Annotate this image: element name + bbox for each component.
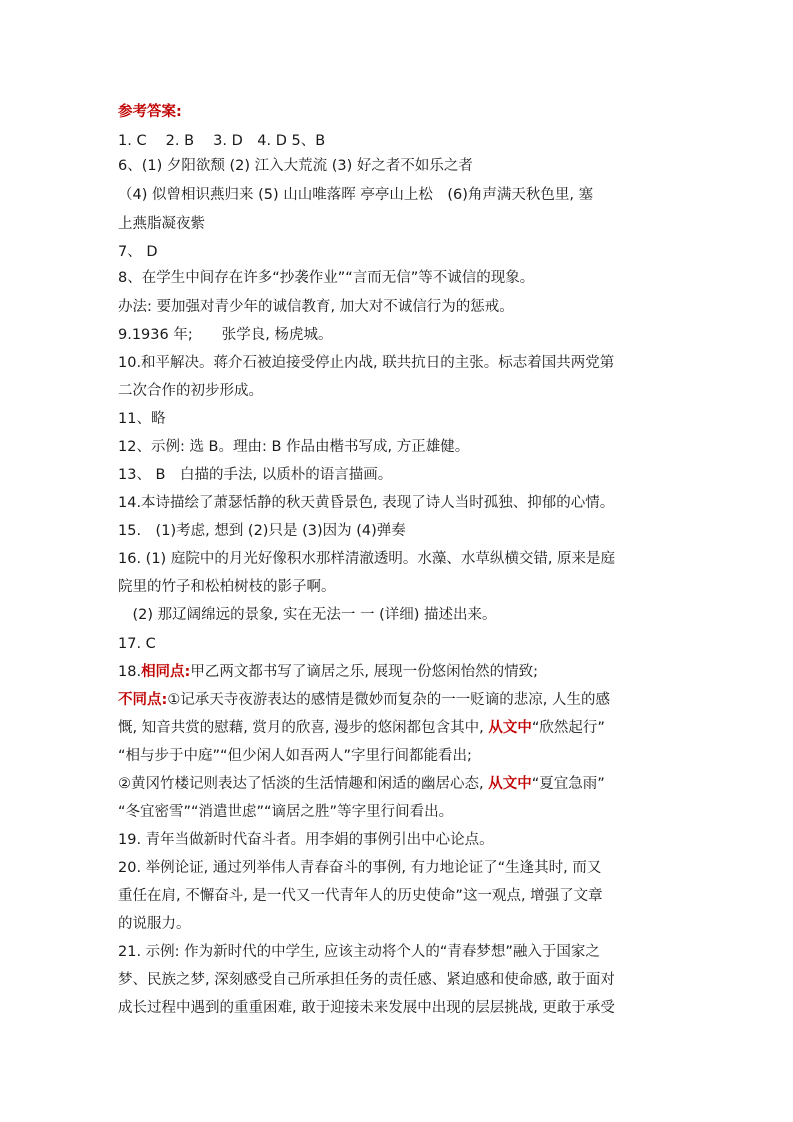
answer-line: 成长过程中遇到的重重困难, 敢于迎接未来发展中出现的层层挑战, 更敢于承受 — [118, 1000, 615, 1016]
same-point-label: 相同点: — [141, 664, 191, 680]
q18-line-6: “冬宜密雪”“消遣世虑”“谪居之胜”等字里行间看出。 — [118, 804, 454, 820]
answer-line: 9.1936 年; 张学良, 杨虎城。 — [118, 327, 333, 343]
q18-line-1 — [118, 661, 538, 683]
answer-line: 20. 举例论证, 通过列举伟人青春奋斗的事例, 有力地论证了“生逢其时, 而又 — [118, 860, 602, 876]
answer-line: (2) 那辽阔绵远的景象, 实在无法一 一 (详细) 描述出来。 — [118, 607, 497, 623]
answer-line: 12、示例: 选 B。理由: B 作品由楷书写成, 方正雄健。 — [118, 439, 470, 455]
answer-line: 21. 示例: 作为新时代的中学生, 应该主动将个人的“青春梦想”融入于国家之 — [118, 944, 600, 960]
answer-line: （4) 似曾相识燕归来 (5) 山山唯落晖 亭亭山上松 (6)角声满天秋色里, 塞 — [118, 187, 594, 203]
answer-line: 重任在肩, 不懈奋斗, 是一代又一代青年人的历史使命”这一观点, 增强了文章 — [118, 888, 603, 904]
same-point-text: 甲乙两文都书写了谪居之乐, 展现一份悠闲怡然的情致; — [190, 664, 538, 680]
diff-text-2a: 慨, 知音共赏的慰藉, 赏月的欣喜, 漫步的悠闲都包含其中, — [118, 720, 489, 736]
diff-text-2b: “欣然起行” — [531, 720, 605, 736]
answer-line: 16. (1) 庭院中的月光好像积水那样清澈透明。水藻、水草纵横交错, 原来是庭 — [118, 551, 616, 567]
diff-text-4a: ②黄冈竹楼记则表达了恬淡的生活情趣和闲适的幽居心态, — [118, 776, 489, 792]
answer-line: 1. C 2. B 3. D 4. D 5、B — [118, 133, 326, 149]
answer-line: 7、 D — [118, 244, 158, 260]
diff-point-label: 不同点: — [118, 692, 168, 708]
answer-line: 梦、民族之梦, 深刻感受自己所承担任务的责任感、紧迫感和使命感, 敢于面对 — [118, 972, 615, 988]
from-text-label-1: 从文中 — [488, 720, 532, 736]
answer-line: 14.本诗描绘了萧瑟恬静的秋天黄昏景色, 表现了诗人当时孤独、抑郁的心情。 — [118, 495, 615, 511]
answer-line: 办法: 要加强对青少年的诚信教育, 加大对不诚信行为的惩戒。 — [118, 299, 514, 315]
diff-text-4b: “夏宜急雨” — [531, 776, 605, 792]
from-text-label-2: 从文中 — [488, 776, 532, 792]
answer-line: 8、在学生中间存在许多“抄袭作业”“言而无信”等不诚信的现象。 — [118, 270, 535, 286]
answer-heading: 参考答案: — [118, 104, 182, 120]
q18-line-4: “相与步于中庭”“但少闲人如吾两人”字里行间都能看出; — [118, 748, 472, 764]
answer-line: 17. C — [118, 636, 156, 652]
answer-line: 13、 B 白描的手法, 以质朴的语言描画。 — [118, 467, 393, 483]
answer-line: 的说服力。 — [118, 916, 191, 932]
q18-line-3 — [118, 717, 605, 739]
answer-line: 二次合作的初步形成。 — [118, 383, 263, 399]
answer-line: 19. 青年当做新时代奋斗者。用李娟的事例引出中心论点。 — [118, 832, 494, 848]
answer-line: 6、(1) 夕阳欲颓 (2) 江入大荒流 (3) 好之者不如乐之者 — [118, 158, 473, 174]
answer-line: 15. (1)考虑, 想到 (2)只是 (3)因为 (4)弹奏 — [118, 523, 406, 539]
q18-line-5 — [118, 773, 605, 795]
q18-num: 18. — [118, 664, 142, 680]
answer-line: 11、略 — [118, 411, 166, 427]
answer-line: 院里的竹子和松柏树枝的影子啊。 — [118, 579, 336, 595]
answer-line: 上燕脂凝夜紫 — [118, 216, 205, 232]
answer-line: 10.和平解决。蒋介石被迫接受停止内战, 联共抗日的主张。标志着国共两党第 — [118, 355, 615, 371]
q18-line-2 — [118, 689, 610, 711]
diff-text-1: ①记承天寺夜游表达的感情是微妙而复杂的一一贬谪的悲凉, 人生的感 — [167, 692, 611, 708]
